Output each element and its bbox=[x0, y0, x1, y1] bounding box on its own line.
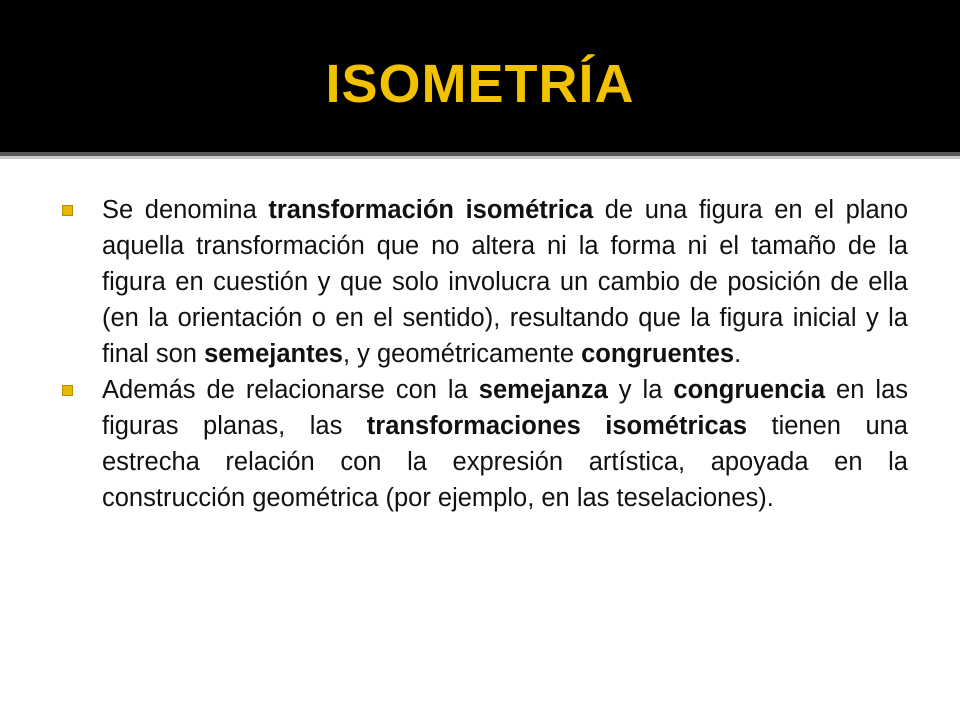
bold-term: transformación isométrica bbox=[268, 196, 594, 224]
text-run: de una figura en el plano aquella transformación que no altera ni la forma ni el tamaño de la figura en cuestión y que solo involucra un cambio de posición de ella (en la orientación o en el sentido), resultando que la figura inicial y la final son bbox=[102, 196, 908, 368]
bold-term: semejanza bbox=[478, 376, 608, 404]
bullet-text bbox=[102, 372, 908, 516]
bold-term: congruencia bbox=[673, 376, 826, 404]
slide-title: ISOMETRÍA bbox=[325, 54, 635, 114]
bullet-item bbox=[60, 372, 908, 516]
title-bar bbox=[0, 0, 960, 152]
bold-term: transformaciones isométricas bbox=[366, 412, 748, 440]
text-run: en las figuras planas, las bbox=[102, 376, 908, 440]
text-run: Además de relacionarse con la bbox=[102, 376, 479, 404]
bold-term: congruentes bbox=[581, 340, 735, 368]
bullet-item bbox=[60, 192, 908, 372]
square-bullet-icon bbox=[62, 385, 73, 396]
title-divider-highlight bbox=[0, 156, 960, 159]
text-run: Se denomina bbox=[102, 196, 269, 224]
bold-term: semejantes bbox=[204, 340, 343, 368]
bullet-text bbox=[102, 192, 908, 372]
text-run: . bbox=[734, 340, 742, 368]
bullet-list bbox=[60, 192, 908, 516]
text-run: tienen una estrecha relación con la expresión artística, apoyada en la construcción geométrica (por ejemplo, en las teselaciones). bbox=[102, 412, 908, 512]
text-run: , y geométricamente bbox=[342, 340, 582, 368]
square-bullet-icon bbox=[62, 205, 73, 216]
text-run: y la bbox=[607, 376, 674, 404]
